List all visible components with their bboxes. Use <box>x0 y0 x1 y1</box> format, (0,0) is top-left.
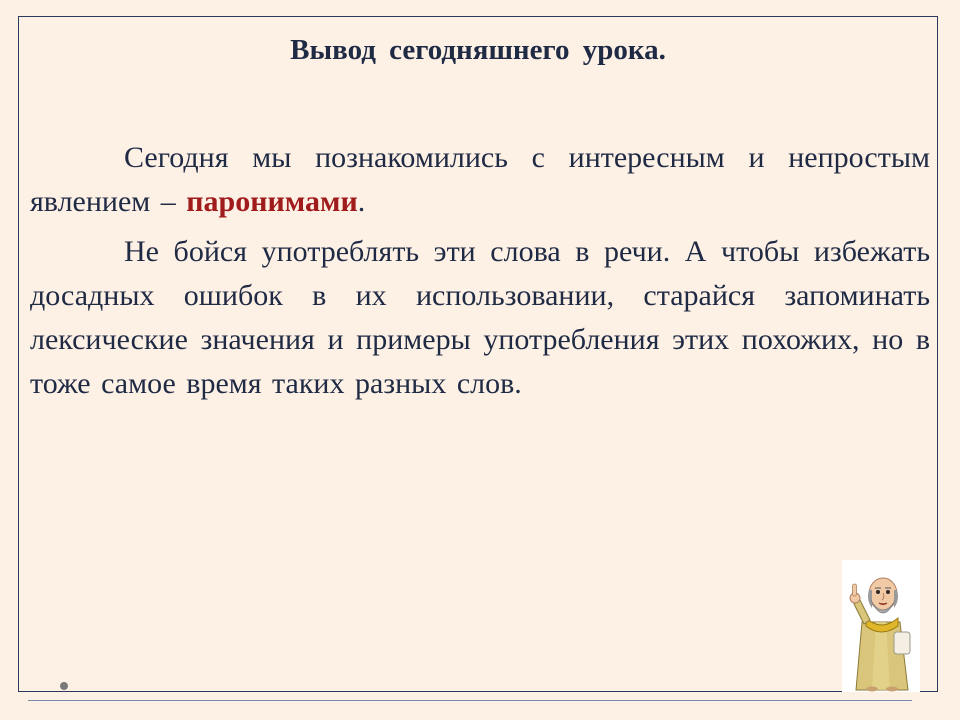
paragraph-1 <box>30 136 930 224</box>
bottom-divider <box>28 700 912 701</box>
slide-body <box>30 136 930 412</box>
bullet-dot-icon <box>60 682 68 690</box>
paronyms-highlight: паронимами <box>186 185 358 218</box>
paragraph-1-text-before: Сегодня мы познакомились с интересным и непростым явлением – <box>30 141 930 218</box>
paragraph-1-text-after: . <box>357 185 366 218</box>
philosopher-figure-icon <box>842 560 920 692</box>
paragraph-2: Не бойся употреблять эти слова в речи. А чтобы избежать досадных ошибок в их использовании, старайся запоминать лексические значения и примеры употребления этих похожих, но в тоже самое время таких разных слов. <box>30 235 930 400</box>
slide-title: Вывод сегодняшнего урока. <box>290 34 666 66</box>
